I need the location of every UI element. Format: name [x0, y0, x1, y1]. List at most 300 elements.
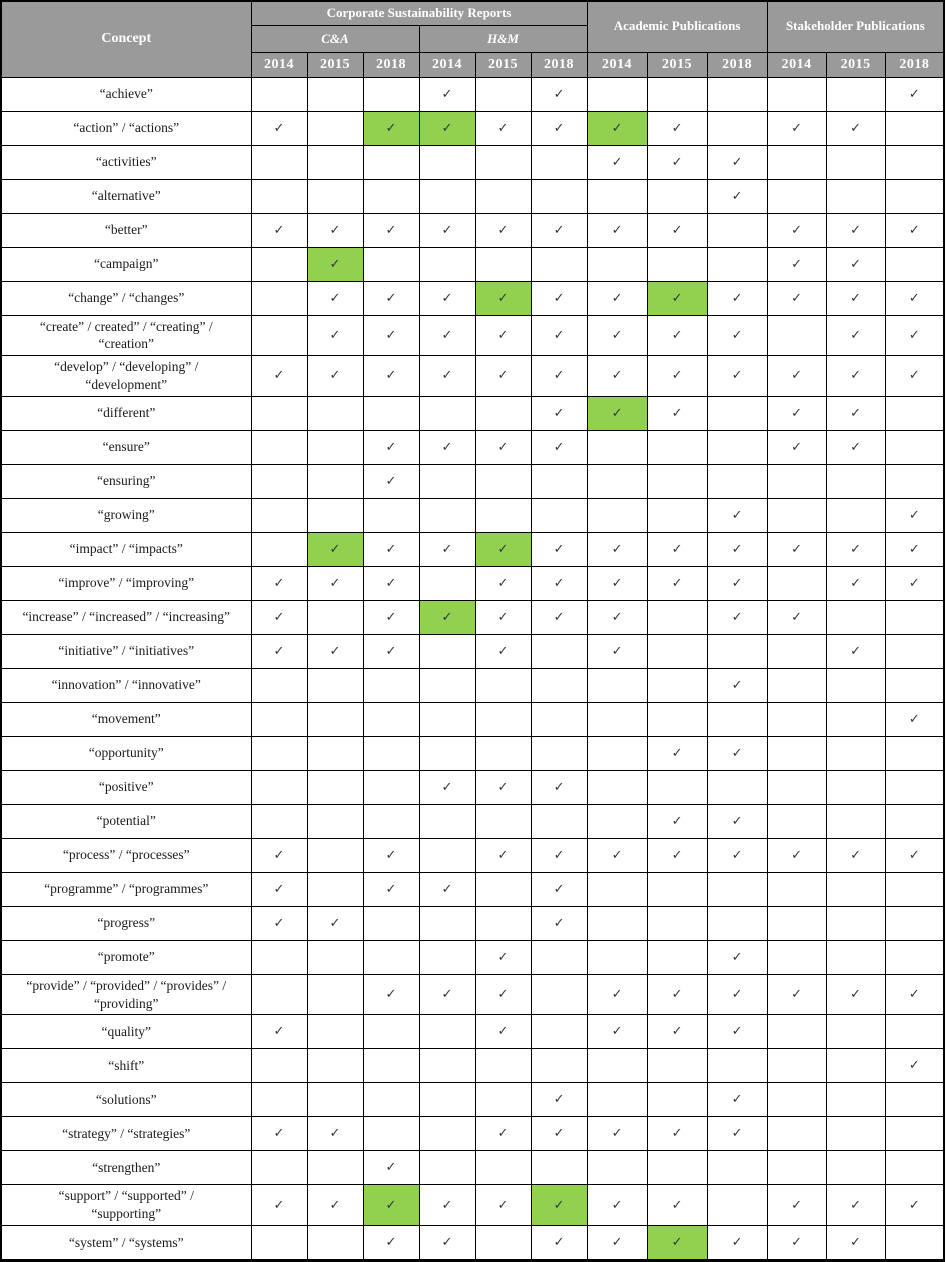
check-icon: ✓ — [273, 881, 285, 897]
empty-cell — [475, 77, 531, 111]
concept-cell: “support” / “supported” / “supporting” — [1, 1185, 251, 1226]
check-icon: ✓ — [611, 575, 623, 591]
empty-cell — [587, 464, 647, 498]
check-cell — [647, 1015, 707, 1049]
check-icon: ✓ — [731, 745, 743, 761]
empty-cell — [363, 396, 419, 430]
check-icon: ✓ — [385, 847, 397, 863]
concept-cell: “solutions” — [1, 1083, 251, 1117]
check-icon: ✓ — [671, 368, 683, 384]
check-icon: ✓ — [611, 120, 623, 136]
empty-cell — [307, 1083, 363, 1117]
empty-cell — [587, 770, 647, 804]
check-cell — [363, 464, 419, 498]
empty-cell — [307, 804, 363, 838]
table-body — [1, 77, 944, 1261]
check-cell — [647, 315, 707, 356]
check-icon: ✓ — [850, 541, 862, 557]
year-header: 2015 — [307, 52, 363, 77]
empty-cell — [826, 77, 885, 111]
check-cell — [826, 315, 885, 356]
empty-cell — [885, 247, 944, 281]
check-cell — [363, 600, 419, 634]
empty-cell — [587, 872, 647, 906]
highlighted-check-cell — [363, 111, 419, 145]
table-row — [1, 804, 944, 838]
check-icon: ✓ — [671, 1197, 683, 1213]
check-cell — [885, 315, 944, 356]
check-cell — [885, 356, 944, 397]
empty-cell — [647, 1151, 707, 1185]
empty-cell — [707, 396, 767, 430]
empty-cell — [826, 940, 885, 974]
check-cell — [826, 247, 885, 281]
empty-cell — [251, 396, 307, 430]
check-cell — [767, 1185, 826, 1226]
check-cell — [826, 634, 885, 668]
concept-cell: “movement” — [1, 702, 251, 736]
check-icon: ✓ — [497, 368, 509, 384]
empty-cell — [885, 464, 944, 498]
empty-cell — [475, 145, 531, 179]
check-cell — [475, 1015, 531, 1049]
concept-cell: “provide” / “provided” / “provides” / “providing” — [1, 974, 251, 1015]
check-cell — [475, 770, 531, 804]
empty-cell — [251, 1151, 307, 1185]
check-cell — [419, 532, 475, 566]
empty-cell — [475, 464, 531, 498]
check-icon: ✓ — [791, 368, 803, 384]
year-header: 2018 — [531, 52, 587, 77]
check-cell — [647, 111, 707, 145]
empty-cell — [826, 906, 885, 940]
concept-cell: “innovation” / “innovative” — [1, 668, 251, 702]
check-cell — [475, 940, 531, 974]
check-cell — [767, 247, 826, 281]
check-icon: ✓ — [908, 368, 920, 384]
check-icon: ✓ — [791, 847, 803, 863]
check-icon: ✓ — [553, 575, 565, 591]
empty-cell — [307, 145, 363, 179]
concept-cell: “progress” — [1, 906, 251, 940]
table-row — [1, 974, 944, 1015]
check-icon: ✓ — [850, 120, 862, 136]
check-cell — [363, 532, 419, 566]
empty-cell — [475, 1083, 531, 1117]
empty-cell — [419, 838, 475, 872]
check-icon: ✓ — [611, 987, 623, 1003]
empty-cell — [885, 1226, 944, 1261]
check-cell — [767, 396, 826, 430]
empty-cell — [307, 396, 363, 430]
check-cell — [826, 111, 885, 145]
check-icon: ✓ — [329, 915, 341, 931]
check-cell — [419, 77, 475, 111]
check-cell — [475, 356, 531, 397]
concept-cell: “ensuring” — [1, 464, 251, 498]
check-icon: ✓ — [850, 439, 862, 455]
empty-cell — [707, 430, 767, 464]
empty-cell — [307, 430, 363, 464]
check-icon: ✓ — [671, 847, 683, 863]
empty-cell — [475, 1151, 531, 1185]
check-icon: ✓ — [850, 643, 862, 659]
empty-cell — [251, 430, 307, 464]
check-cell — [647, 1185, 707, 1226]
empty-cell — [767, 1151, 826, 1185]
check-cell — [707, 804, 767, 838]
empty-cell — [826, 145, 885, 179]
empty-cell — [363, 736, 419, 770]
concept-cell: “increase” / “increased” / “increasing” — [1, 600, 251, 634]
check-cell — [475, 566, 531, 600]
check-icon: ✓ — [497, 1197, 509, 1213]
check-cell — [363, 1151, 419, 1185]
highlighted-check-cell — [475, 532, 531, 566]
check-cell — [363, 566, 419, 600]
check-icon: ✓ — [731, 677, 743, 693]
concept-cell: “strengthen” — [1, 1151, 251, 1185]
empty-cell — [647, 247, 707, 281]
check-cell — [767, 281, 826, 315]
check-icon: ✓ — [850, 1197, 862, 1213]
empty-cell — [885, 668, 944, 702]
empty-cell — [251, 1083, 307, 1117]
check-icon: ✓ — [731, 609, 743, 625]
empty-cell — [363, 702, 419, 736]
table-row — [1, 247, 944, 281]
highlighted-check-cell — [363, 1185, 419, 1226]
empty-cell — [885, 940, 944, 974]
year-header: 2015 — [647, 52, 707, 77]
empty-cell — [419, 498, 475, 532]
empty-cell — [307, 974, 363, 1015]
concept-cell: “opportunity” — [1, 736, 251, 770]
concept-cell: “programme” / “programmes” — [1, 872, 251, 906]
check-cell — [531, 600, 587, 634]
empty-cell — [826, 736, 885, 770]
check-icon: ✓ — [553, 1197, 565, 1213]
empty-cell — [707, 702, 767, 736]
check-cell — [531, 1226, 587, 1261]
highlighted-check-cell — [531, 1185, 587, 1226]
check-icon: ✓ — [791, 120, 803, 136]
empty-cell — [419, 1015, 475, 1049]
concept-cell: “activities” — [1, 145, 251, 179]
concept-cell: “change” / “changes” — [1, 281, 251, 315]
check-icon: ✓ — [441, 541, 453, 557]
check-icon: ✓ — [385, 575, 397, 591]
empty-cell — [251, 736, 307, 770]
check-cell — [707, 179, 767, 213]
concept-cell: “system” / “systems” — [1, 1226, 251, 1261]
empty-cell — [363, 179, 419, 213]
check-cell — [475, 974, 531, 1015]
check-cell — [587, 974, 647, 1015]
empty-cell — [587, 804, 647, 838]
empty-cell — [307, 838, 363, 872]
check-cell — [885, 974, 944, 1015]
empty-cell — [647, 77, 707, 111]
concept-cell: “alternative” — [1, 179, 251, 213]
check-icon: ✓ — [385, 1235, 397, 1250]
empty-cell — [251, 281, 307, 315]
empty-cell — [531, 634, 587, 668]
check-icon: ✓ — [273, 643, 285, 659]
table-row — [1, 77, 944, 111]
check-icon: ✓ — [731, 987, 743, 1003]
check-icon: ✓ — [791, 290, 803, 306]
check-icon: ✓ — [850, 256, 862, 272]
group-header-academic-publications: Academic Publications — [587, 1, 767, 52]
concept-cell: “process” / “processes” — [1, 838, 251, 872]
check-icon: ✓ — [611, 1197, 623, 1213]
check-cell — [531, 872, 587, 906]
check-icon: ✓ — [497, 120, 509, 136]
empty-cell — [419, 702, 475, 736]
check-icon: ✓ — [497, 1126, 509, 1142]
empty-cell — [647, 179, 707, 213]
empty-cell — [307, 1049, 363, 1083]
year-header: 2014 — [587, 52, 647, 77]
check-icon: ✓ — [671, 1235, 683, 1250]
check-cell — [363, 1226, 419, 1261]
check-cell — [885, 838, 944, 872]
empty-cell — [647, 1049, 707, 1083]
check-icon: ✓ — [731, 1126, 743, 1142]
check-icon: ✓ — [497, 575, 509, 591]
empty-cell — [647, 770, 707, 804]
concept-cell: “shift” — [1, 1049, 251, 1083]
empty-cell — [885, 396, 944, 430]
table-row — [1, 356, 944, 397]
table-row — [1, 770, 944, 804]
check-cell — [251, 634, 307, 668]
check-cell — [307, 315, 363, 356]
concept-cell: “improve” / “improving” — [1, 566, 251, 600]
concept-cell: “promote” — [1, 940, 251, 974]
empty-cell — [587, 906, 647, 940]
check-cell — [767, 356, 826, 397]
check-cell — [587, 838, 647, 872]
concept-cell: “different” — [1, 396, 251, 430]
concept-cell: “better” — [1, 213, 251, 247]
check-cell — [475, 634, 531, 668]
check-icon: ✓ — [611, 405, 623, 421]
concept-cell: “potential” — [1, 804, 251, 838]
table-row — [1, 600, 944, 634]
check-cell — [307, 356, 363, 397]
table-row — [1, 1226, 944, 1261]
check-icon: ✓ — [385, 1160, 397, 1176]
empty-cell — [885, 906, 944, 940]
table-row — [1, 940, 944, 974]
empty-cell — [419, 145, 475, 179]
check-icon: ✓ — [329, 541, 341, 557]
empty-cell — [826, 872, 885, 906]
highlighted-check-cell — [587, 111, 647, 145]
empty-cell — [475, 804, 531, 838]
empty-cell — [531, 736, 587, 770]
check-cell — [251, 906, 307, 940]
concept-cell: “strategy” / “strategies” — [1, 1117, 251, 1151]
check-icon: ✓ — [791, 256, 803, 272]
highlighted-check-cell — [587, 396, 647, 430]
empty-cell — [531, 247, 587, 281]
check-icon: ✓ — [441, 368, 453, 384]
empty-cell — [707, 872, 767, 906]
empty-cell — [363, 145, 419, 179]
check-cell — [767, 600, 826, 634]
empty-cell — [251, 668, 307, 702]
check-cell — [587, 566, 647, 600]
empty-cell — [363, 940, 419, 974]
check-icon: ✓ — [671, 575, 683, 591]
check-cell — [707, 736, 767, 770]
check-icon: ✓ — [908, 507, 920, 523]
table-row — [1, 464, 944, 498]
check-icon: ✓ — [497, 327, 509, 343]
check-icon: ✓ — [850, 847, 862, 863]
empty-cell — [826, 668, 885, 702]
check-icon: ✓ — [385, 881, 397, 897]
check-icon: ✓ — [273, 1024, 285, 1040]
check-icon: ✓ — [441, 86, 453, 102]
check-icon: ✓ — [731, 575, 743, 591]
concept-cell: “ensure” — [1, 430, 251, 464]
check-icon: ✓ — [273, 915, 285, 931]
check-icon: ✓ — [908, 711, 920, 727]
empty-cell — [419, 668, 475, 702]
check-cell — [885, 77, 944, 111]
table-row — [1, 736, 944, 770]
empty-cell — [767, 179, 826, 213]
empty-cell — [885, 634, 944, 668]
check-cell — [587, 213, 647, 247]
check-cell — [419, 213, 475, 247]
check-icon: ✓ — [385, 439, 397, 455]
table-row — [1, 1151, 944, 1185]
check-icon: ✓ — [671, 405, 683, 421]
check-cell — [707, 668, 767, 702]
table-row — [1, 145, 944, 179]
check-cell — [707, 940, 767, 974]
check-icon: ✓ — [385, 327, 397, 343]
empty-cell — [251, 1049, 307, 1083]
concept-cell: “impact” / “impacts” — [1, 532, 251, 566]
check-icon: ✓ — [791, 439, 803, 455]
check-cell — [363, 281, 419, 315]
empty-cell — [419, 464, 475, 498]
subgroup-header-ca: C&A — [251, 25, 419, 52]
check-cell — [647, 396, 707, 430]
concept-cell: “campaign” — [1, 247, 251, 281]
check-icon: ✓ — [908, 1197, 920, 1213]
check-cell — [767, 213, 826, 247]
empty-cell — [587, 1083, 647, 1117]
check-icon: ✓ — [908, 327, 920, 343]
check-cell — [419, 974, 475, 1015]
check-cell — [826, 430, 885, 464]
check-icon: ✓ — [553, 1126, 565, 1142]
check-cell — [826, 1185, 885, 1226]
check-cell — [307, 1185, 363, 1226]
check-cell — [475, 111, 531, 145]
empty-cell — [767, 770, 826, 804]
check-icon: ✓ — [731, 541, 743, 557]
empty-cell — [531, 1049, 587, 1083]
check-cell — [767, 532, 826, 566]
check-icon: ✓ — [497, 949, 509, 965]
check-icon: ✓ — [850, 987, 862, 1003]
concept-column-header: Concept — [1, 1, 251, 77]
table-row — [1, 213, 944, 247]
empty-cell — [307, 1015, 363, 1049]
check-icon: ✓ — [731, 847, 743, 863]
check-icon: ✓ — [553, 1235, 565, 1250]
check-icon: ✓ — [850, 290, 862, 306]
check-cell — [531, 281, 587, 315]
empty-cell — [475, 247, 531, 281]
check-cell — [767, 974, 826, 1015]
check-icon: ✓ — [497, 222, 509, 238]
check-icon: ✓ — [497, 439, 509, 455]
check-cell — [363, 315, 419, 356]
empty-cell — [587, 668, 647, 702]
check-icon: ✓ — [497, 779, 509, 795]
empty-cell — [707, 634, 767, 668]
check-cell — [419, 872, 475, 906]
empty-cell — [587, 430, 647, 464]
check-icon: ✓ — [553, 405, 565, 421]
empty-cell — [767, 872, 826, 906]
check-icon: ✓ — [385, 1197, 397, 1213]
check-icon: ✓ — [850, 575, 862, 591]
empty-cell — [647, 634, 707, 668]
check-icon: ✓ — [731, 507, 743, 523]
empty-cell — [767, 464, 826, 498]
check-icon: ✓ — [553, 439, 565, 455]
check-icon: ✓ — [671, 222, 683, 238]
empty-cell — [363, 804, 419, 838]
check-cell — [647, 838, 707, 872]
empty-cell — [826, 804, 885, 838]
empty-cell — [307, 111, 363, 145]
empty-cell — [647, 1083, 707, 1117]
check-icon: ✓ — [791, 222, 803, 238]
check-icon: ✓ — [553, 120, 565, 136]
check-icon: ✓ — [553, 290, 565, 306]
check-icon: ✓ — [791, 1197, 803, 1213]
check-cell — [587, 600, 647, 634]
check-cell — [885, 498, 944, 532]
group-header-corporate-sustainability-reports: Corporate Sustainability Reports — [251, 1, 587, 25]
check-icon: ✓ — [611, 1126, 623, 1142]
empty-cell — [475, 1226, 531, 1261]
check-cell — [251, 111, 307, 145]
empty-cell — [363, 247, 419, 281]
check-cell — [707, 281, 767, 315]
concept-cell: “positive” — [1, 770, 251, 804]
check-icon: ✓ — [611, 643, 623, 659]
check-icon: ✓ — [611, 847, 623, 863]
year-header: 2018 — [707, 52, 767, 77]
check-icon: ✓ — [850, 222, 862, 238]
table-row — [1, 1083, 944, 1117]
check-icon: ✓ — [908, 1058, 920, 1074]
check-icon: ✓ — [441, 987, 453, 1003]
table-row — [1, 1185, 944, 1226]
